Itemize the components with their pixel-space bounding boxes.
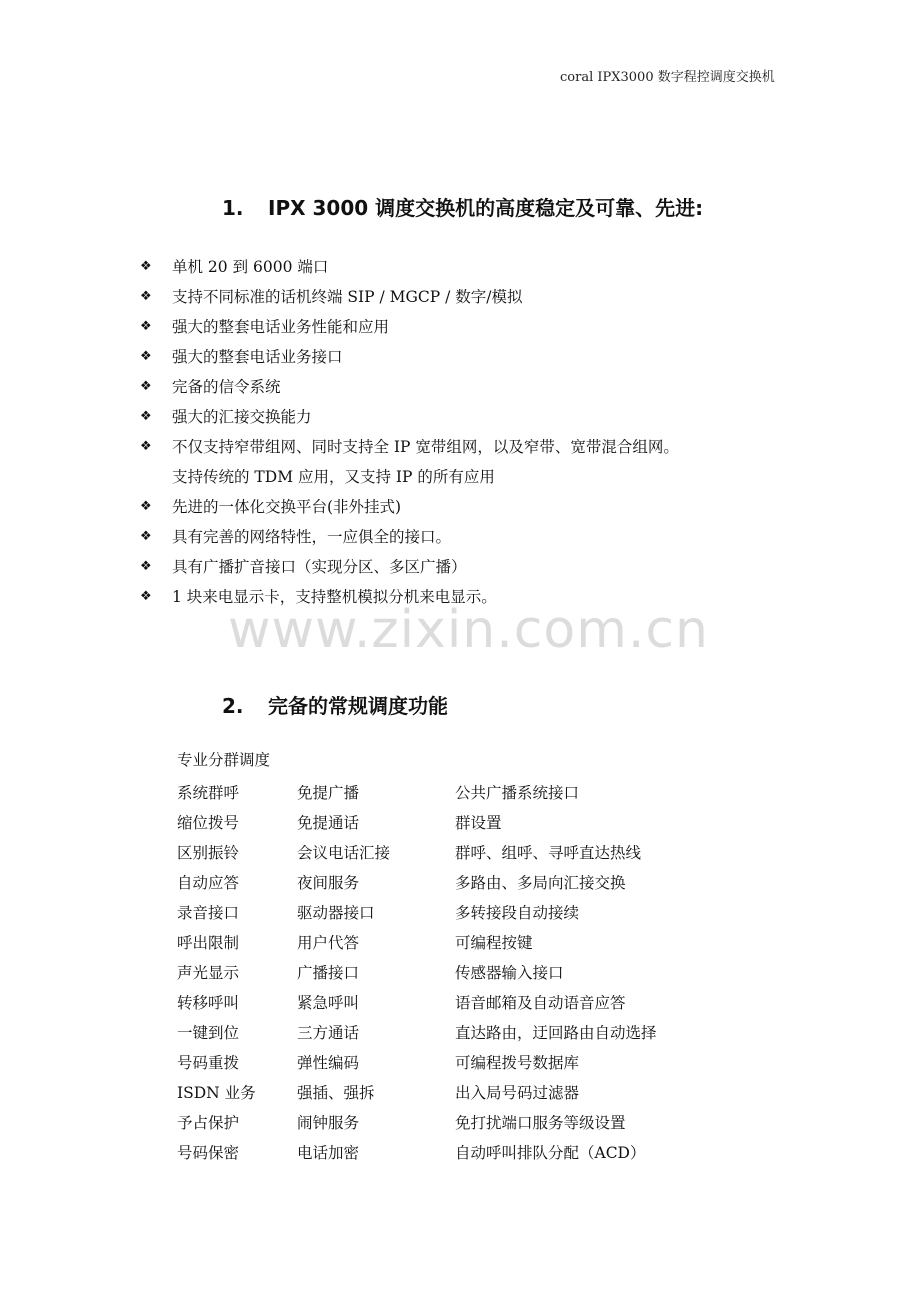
feature-text: 支持不同标准的话机终端 SIP / MGCP / 数字/模拟 bbox=[172, 288, 523, 306]
table-cell: 号码重拨 bbox=[177, 1054, 240, 1072]
section-2-heading bbox=[222, 690, 448, 719]
table-row bbox=[177, 1108, 657, 1138]
section-1-title: IPX 3000 调度交换机的高度稳定及可靠、先进: bbox=[268, 196, 704, 220]
feature-text: 具有广播扩音接口（实现分区、多区广播） bbox=[172, 558, 467, 576]
diamond-bullet-icon: ❖ bbox=[140, 439, 152, 454]
table-cell: 声光显示 bbox=[177, 964, 240, 982]
table-cell: 夜间服务 bbox=[297, 874, 360, 892]
feature-item bbox=[140, 492, 679, 522]
feature-text: 强大的整套电话业务接口 bbox=[172, 348, 343, 366]
diamond-bullet-icon: ❖ bbox=[140, 319, 152, 334]
feature-item bbox=[140, 282, 679, 312]
section-2-title: 完备的常规调度功能 bbox=[268, 694, 448, 718]
section-1-heading bbox=[222, 192, 703, 221]
watermark: www.zixin.com.cn bbox=[228, 600, 709, 660]
table-cell: 转移呼叫 bbox=[177, 994, 240, 1012]
feature-text: 1 块来电显示卡，支持整机模拟分机来电显示。 bbox=[172, 588, 497, 606]
feature-item bbox=[140, 432, 679, 492]
table-cell: ISDN 业务 bbox=[177, 1084, 256, 1102]
table-row bbox=[177, 1138, 657, 1168]
table-row bbox=[177, 778, 657, 808]
table-cell: 免打扰端口服务等级设置 bbox=[455, 1114, 626, 1132]
table-cell: 群呼、组呼、寻呼直达热线 bbox=[455, 844, 642, 862]
feature-item bbox=[140, 252, 679, 282]
table-cell: 可编程按键 bbox=[455, 934, 533, 952]
feature-item bbox=[140, 342, 679, 372]
diamond-bullet-icon: ❖ bbox=[140, 529, 152, 544]
section-2-subtitle: 专业分群调度 bbox=[177, 751, 271, 769]
diamond-bullet-icon: ❖ bbox=[140, 559, 152, 574]
table-cell: 会议电话汇接 bbox=[297, 844, 391, 862]
table-cell: 一键到位 bbox=[177, 1024, 240, 1042]
feature-text: 强大的整套电话业务性能和应用 bbox=[172, 318, 390, 336]
diamond-bullet-icon: ❖ bbox=[140, 589, 152, 604]
table-cell: 号码保密 bbox=[177, 1144, 240, 1162]
table-row bbox=[177, 868, 657, 898]
feature-text: 单机 20 到 6000 端口 bbox=[172, 258, 329, 276]
diamond-bullet-icon: ❖ bbox=[140, 499, 152, 514]
table-row bbox=[177, 1078, 657, 1108]
feature-text: 不仅支持窄带组网、同时支持全 IP 宽带组网，以及窄带、宽带混合组网。 bbox=[172, 438, 679, 456]
table-cell: 自动应答 bbox=[177, 874, 240, 892]
table-cell: 免提通话 bbox=[297, 814, 360, 832]
feature-text: 具有完善的网络特性，一应俱全的接口。 bbox=[172, 528, 452, 546]
table-cell: 录音接口 bbox=[177, 904, 240, 922]
table-cell: 呼出限制 bbox=[177, 934, 240, 952]
table-cell: 驱动器接口 bbox=[297, 904, 375, 922]
table-row bbox=[177, 1048, 657, 1078]
table-cell: 群设置 bbox=[455, 814, 502, 832]
table-cell: 三方通话 bbox=[297, 1024, 360, 1042]
table-cell: 弹性编码 bbox=[297, 1054, 360, 1072]
feature-item bbox=[140, 372, 679, 402]
function-table bbox=[177, 778, 657, 1168]
diamond-bullet-icon: ❖ bbox=[140, 349, 152, 364]
table-cell: 自动呼叫排队分配（ACD） bbox=[455, 1144, 646, 1162]
table-row bbox=[177, 838, 657, 868]
table-cell: 系统群呼 bbox=[177, 784, 240, 802]
table-row bbox=[177, 1018, 657, 1048]
diamond-bullet-icon: ❖ bbox=[140, 259, 152, 274]
table-cell: 予占保护 bbox=[177, 1114, 240, 1132]
table-cell: 直达路由，迂回路由自动选择 bbox=[455, 1024, 657, 1042]
table-cell: 出入局号码过滤器 bbox=[455, 1084, 580, 1102]
feature-text: 完备的信令系统 bbox=[172, 378, 281, 396]
table-row bbox=[177, 928, 657, 958]
table-row bbox=[177, 958, 657, 988]
table-cell: 广播接口 bbox=[297, 964, 360, 982]
table-row bbox=[177, 988, 657, 1018]
feature-text: 先进的一体化交换平台(非外挂式) bbox=[172, 498, 402, 516]
diamond-bullet-icon: ❖ bbox=[140, 289, 152, 304]
table-cell: 传感器输入接口 bbox=[455, 964, 564, 982]
table-cell: 缩位拨号 bbox=[177, 814, 240, 832]
table-cell: 电话加密 bbox=[297, 1144, 360, 1162]
table-cell: 区别振铃 bbox=[177, 844, 240, 862]
table-cell: 公共广播系统接口 bbox=[455, 784, 580, 802]
feature-item bbox=[140, 522, 679, 552]
section-2-number: 2. bbox=[222, 694, 244, 718]
diamond-bullet-icon: ❖ bbox=[140, 379, 152, 394]
feature-item bbox=[140, 312, 679, 342]
table-row bbox=[177, 898, 657, 928]
feature-list bbox=[140, 252, 679, 612]
feature-text: 强大的汇接交换能力 bbox=[172, 408, 312, 426]
table-cell: 紧急呼叫 bbox=[297, 994, 360, 1012]
table-cell: 强插、强拆 bbox=[297, 1084, 375, 1102]
page-header: coral IPX3000 数字程控调度交换机 bbox=[560, 70, 775, 85]
diamond-bullet-icon: ❖ bbox=[140, 409, 152, 424]
table-cell: 用户代答 bbox=[297, 934, 360, 952]
table-cell: 免提广播 bbox=[297, 784, 360, 802]
table-cell: 闹钟服务 bbox=[297, 1114, 360, 1132]
feature-item bbox=[140, 552, 679, 582]
feature-text-continued: 支持传统的 TDM 应用，又支持 IP 的所有应用 bbox=[172, 468, 495, 486]
table-cell: 多路由、多局向汇接交换 bbox=[455, 874, 626, 892]
table-row bbox=[177, 808, 657, 838]
feature-item bbox=[140, 402, 679, 432]
table-cell: 语音邮箱及自动语音应答 bbox=[455, 994, 626, 1012]
table-cell: 可编程拨号数据库 bbox=[455, 1054, 580, 1072]
table-cell: 多转接段自动接续 bbox=[455, 904, 580, 922]
section-1-number: 1. bbox=[222, 196, 244, 220]
